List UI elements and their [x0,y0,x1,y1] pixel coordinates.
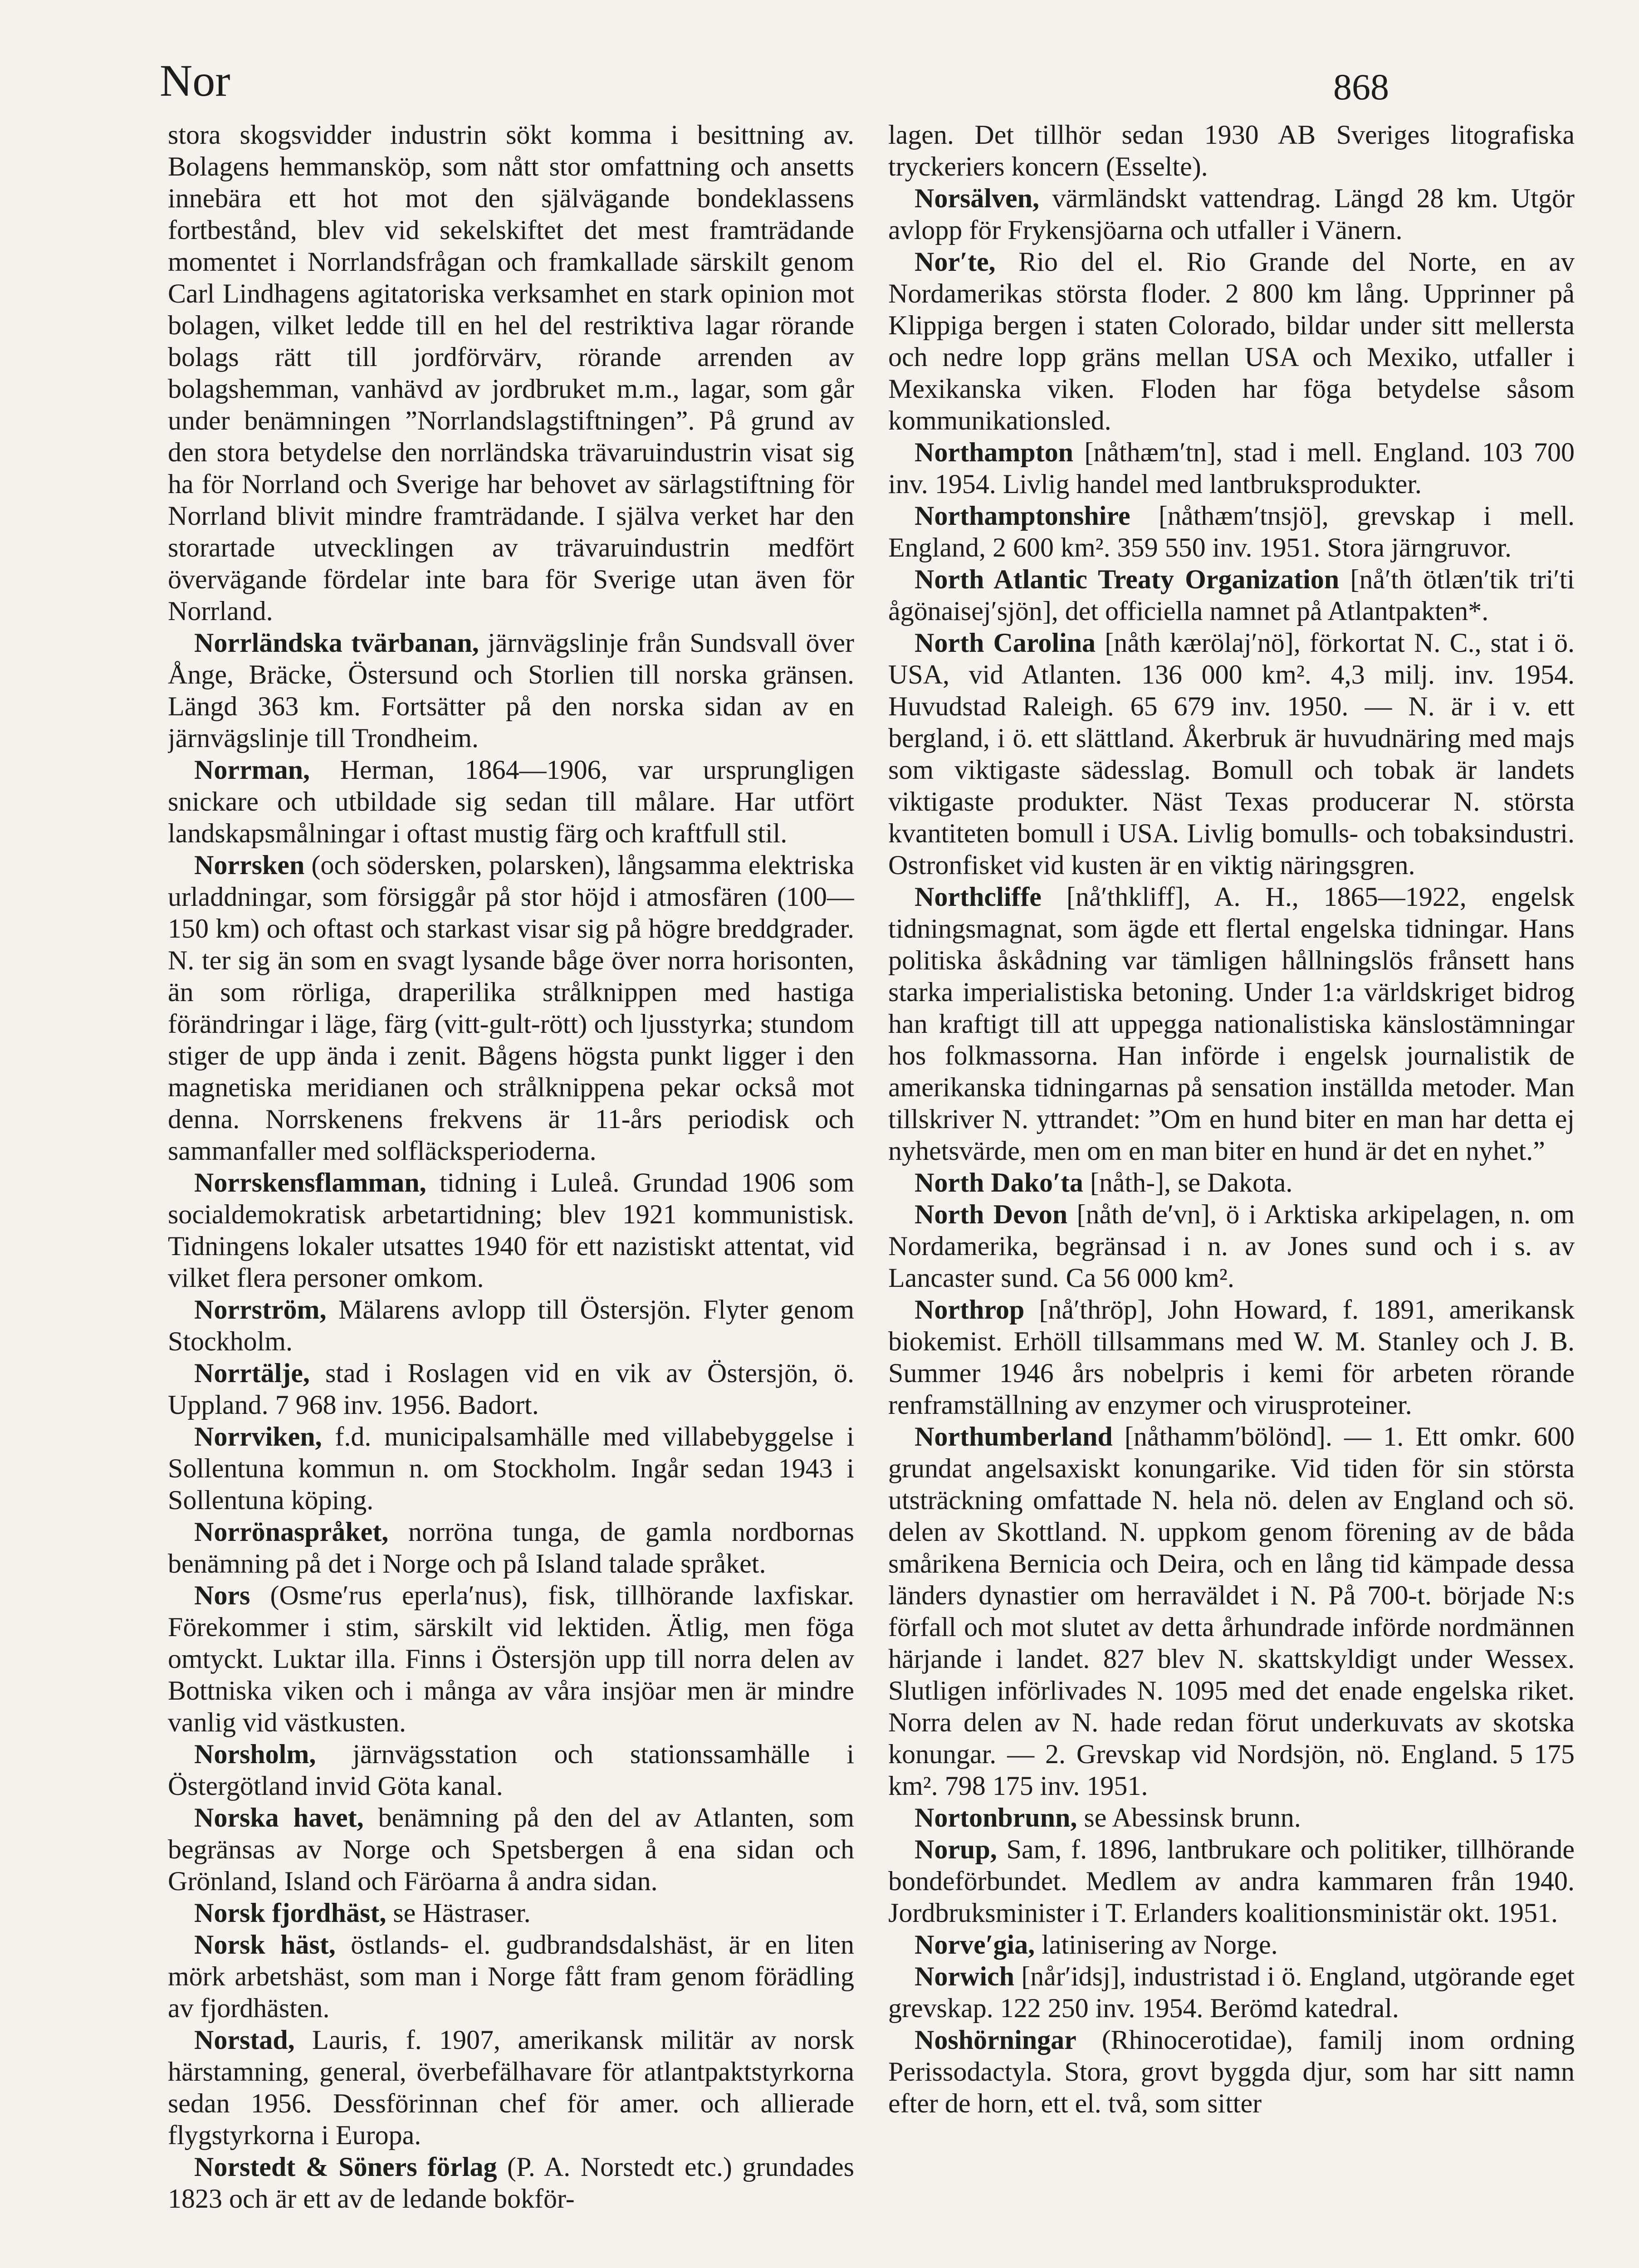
entry-headword: Norrskensflamman, [194,1168,426,1198]
entry-headword: North Carolina [915,628,1096,658]
dictionary-entry [888,1294,1575,1421]
dictionary-entry [168,1897,854,1929]
page-number: 868 [1333,66,1389,108]
entry-text: Rio del el. Rio Grande del Norte, en av Nordamerikas största floder. 2 800 km lång. Upprinner på Klippiga bergen i staten Colorado, bildar under sitt mellersta och nedre lopp gräns mellan USA och Mexiko, utfaller i Mexikanska viken. Floden har föga betydelse såsom kommunikationsled. [888,247,1575,435]
entry-headword: Norrländska tvärbanan, [194,628,479,658]
running-head-word: Nor [160,55,230,106]
entry-headword: Norrström, [194,1295,327,1325]
dictionary-entry [888,119,1575,182]
entry-text: [nåthæm′tn], stad i mell. England. 103 700 inv. 1954. Livlig handel med lantbruksprodukter. [888,437,1575,499]
entry-headword: Norrtälje, [194,1358,310,1388]
entry-text: [nå′thröp], John Howard, f. 1891, amerikansk biokemist. Erhöll tillsammans med W. M. Stanley och J. B. Summer 1946 års nobelpris i kemi för arbeten rörande renframställning av enzymer och virusproteiner. [888,1295,1575,1420]
entry-headword: Norrman, [194,755,310,785]
dictionary-entry [168,1294,854,1357]
dictionary-entry [888,436,1575,500]
entry-headword: Northrop [915,1295,1025,1325]
dictionary-entry [168,1357,854,1421]
entry-headword: Northumberland [915,1422,1113,1452]
left-column [168,119,854,2268]
entry-text: [når′idsj], industristad i ö. England, utgörande eget grevskap. 122 250 inv. 1954. Berömd katedral. [888,1961,1575,2023]
entry-headword: North Dako′ta [915,1168,1083,1198]
entry-text: [nåth-], se Dakota. [1083,1168,1293,1198]
entry-headword: Northampton [915,437,1074,467]
dictionary-entry [168,1929,854,2024]
entry-headword: Northcliffe [915,882,1042,912]
entry-headword: Norstedt & Söners förlag [194,2152,497,2182]
entry-headword: Nors [194,1580,250,1610]
dictionary-entry [888,1167,1575,1198]
dictionary-entry [168,849,854,1167]
dictionary-entry [168,1579,854,1738]
dictionary-entry [168,754,854,849]
entry-headword: Norstad, [194,2025,295,2055]
entry-headword: Nor′te, [915,247,996,277]
entry-text: (Rhinocerotidae), familj inom ordning Perissodactyla. Stora, grovt byggda djur, som har sitt namn efter de horn, ett el. två, som sitter [888,2025,1575,2118]
dictionary-entry [888,1929,1575,1960]
entry-text: Herman, 1864—1906, var ursprungligen snickare och utbildade sig sedan till målare. Har utfört landskapsmålningar i oftast mustig färg och kraftfull stil. [168,755,854,848]
entry-headword: Norrönaspråket, [194,1517,389,1547]
entry-headword: Norve′gia, [915,1930,1035,1960]
entry-text: värmländskt vattendrag. Längd 28 km. Utgör avlopp för Frykensjöarna och utfaller i Vänern. [888,183,1575,245]
entry-headword: Noshörningar [915,2025,1076,2055]
entry-text: se Abessinsk brunn. [1077,1803,1301,1833]
entry-text: lagen. Det tillhör sedan 1930 AB Sveriges litografiska tryckeriers koncern (Esselte). [888,120,1575,181]
entry-text: Mälarens avlopp till Östersjön. Flyter genom Stockholm. [168,1295,854,1356]
entry-headword: Norsälven, [915,183,1039,213]
entry-text: (och södersken, polarsken), långsamma elektriska urladdningar, som försiggår på stor höjd i atmosfären (100—150 km) och oftast och starkast visar sig på högre breddgrader. N. ter sig än som en svagt lysande båge över norra horisonten, än som rörliga, draperilika strålknippen med hastiga förändringar i läge, färg (vitt-gult-rött) och ljusstyrka; stundom stiger de upp ända i zenit. Bågens högsta punkt ligger i den magnetiska meridianen och strålknippena pekar också mot denna. Norrskenens frekvens är 11-års periodisk och sammanfaller med solfläcksperioderna. [168,850,854,1166]
entry-text: (Osme′rus eperla′nus), fisk, tillhörande laxfiskar. Förekommer i stim, särskilt vid lektiden. Ätlig, men föga omtyckt. Luktar illa. Finns i Östersjön upp till norra delen av Bottniska viken och i många av våra insjöar men är mindre vanlig vid västkusten. [168,1580,854,1737]
entry-text: tidning i Luleå. Grundad 1906 som socialdemokratisk arbetartidning; blev 1921 kommunistisk. Tidningens lokaler utsattes 1940 för ett nazistiskt attentat, vid vilket flera personer omkom. [168,1168,854,1293]
entry-text: [nåthamm′bölönd]. — 1. Ett omkr. 600 grundat angelsaxiskt konungarike. Vid tiden för sin största utsträckning omfattade N. hela nö. delen av England och sö. delen av Skottland. N. uppkom genom förening av de båda smårikena Bernicia och Deira, och en lång tid kämpade dessa länders dynastier om herraväldet i N. På 700-t. började N:s förfall och mot slutet av detta århundrade införde nordmännen härjande i landet. 827 blev N. skattskyldigt under Wessex. Slutligen införlivades N. 1095 med det enade engelska riket. Norra delen av N. hade redan förut underkuvats av skotska konungar. — 2. Grevskap vid Nordsjön, nö. England. 5 175 km². 798 175 inv. 1951. [888,1422,1575,1801]
entry-text: latinisering av Norge. [1035,1930,1278,1960]
dictionary-entry [168,1802,854,1897]
entry-text: [nåth de′vn], ö i Arktiska arkipelagen, n. om Nordamerika, begränsad i n. av Jones sund och i s. av Lancaster sund. Ca 56 000 km². [888,1199,1575,1293]
entry-headword: Norrsken [194,850,305,880]
entry-headword: Norska havet, [194,1803,364,1833]
dictionary-entry [168,1516,854,1579]
dictionary-entry [888,2024,1575,2119]
dictionary-entry [888,1960,1575,2024]
entry-text: benämning på den del av Atlanten, som begränsas av Norge och Spetsbergen å ena sidan och Grönland, Island och Färöarna å andra sidan. [168,1803,854,1896]
entry-text: järnvägslinje från Sundsvall över Ånge, Bräcke, Östersund och Storlien till norska gränsen. Längd 363 km. Fortsätter på den norska sidan av en järnvägslinje till Trondheim. [168,628,854,753]
entry-headword: Nortonbrunn, [915,1803,1077,1833]
dictionary-entry [888,627,1575,881]
entry-headword: Norsk fjordhäst, [194,1898,387,1928]
dictionary-entry [888,1421,1575,1802]
dictionary-entry [888,500,1575,563]
entry-headword: North Devon [915,1199,1068,1229]
dictionary-entry [888,182,1575,246]
entry-text: stora skogsvidder industrin sökt komma i besittning av. Bolagens hemmansköp, som nått stor omfattning och ansetts innebära ett hot mot den självägande bondeklassens fortbestånd, blev vid sekelskiftet det mest framträdande momentet i Norrlandsfrågan och framkallade särskilt genom Carl Lindhagens agitatoriska verksamhet en stark opinion mot bolagen, vilket ledde till en hel del restriktiva lagar rörande bolags rätt till jordförvärv, rörande arrenden av bolagshemman, vanhävd av jordbruket m.m., lagar, som går under benämningen ”Norrlandslagstiftningen”. På grund av den stora betydelse den norrländska trävaruindustrin visat sig ha för Norrland och Sverige har behovet av särlagstiftning för Norrland blivit mindre framträdande. I själva verket har den storartade utvecklingen av trävaruindustrin medfört övervägande fördelar inte bara för Sverige utan även för Norrland. [168,120,854,626]
dictionary-entry [168,1167,854,1294]
dictionary-entry [888,881,1575,1167]
entry-text: [nåth kærölaj′nö], förkortat N. C., stat i ö. USA, vid Atlanten. 136 000 km². 4,3 milj. inv. 1954. Huvudstad Raleigh. 65 679 inv. 1950. — N. är i v. ett bergland, i ö. ett slättland. Åkerbruk är huvudnäring med majs som viktigaste sädesslag. Bomull och tobak är landets viktigaste produkter. Näst Texas producerar N. största kvantiteten bomull i USA. Livlig bomulls- och tobaksindustri. Ostronfisket vid kusten är en viktig näringsgren. [888,628,1575,880]
dictionary-entry [888,1833,1575,1929]
dictionary-entry [168,119,854,627]
entry-text: (P. A. Norstedt etc.) grundades 1823 och är ett av de ledande bokför- [168,2152,854,2214]
running-head [160,49,1389,122]
right-column [888,119,1575,2268]
dictionary-entry [888,246,1575,436]
entry-text: Lauris, f. 1907, amerikansk militär av norsk härstamning, general, överbefälhavare för atlantpaktstyrkorna sedan 1956. Dessförinnan chef för amer. och allierade flygstyrkorna i Europa. [168,2025,854,2150]
entry-text: [nå′th ötlæn′tik tri′ti ågönaisej′sjön], det officiella namnet på Atlantpakten*. [888,564,1575,626]
entry-headword: Norsholm, [194,1739,316,1769]
entry-headword: Norsk häst, [194,1930,336,1960]
entry-headword: North Atlantic Treaty Organization [915,564,1340,594]
dictionary-entry [888,563,1575,627]
entry-text: f.d. municipalsamhälle med villabebyggelse i Sollentuna kommun n. om Stockholm. Ingår sedan 1943 i Sollentuna köping. [168,1422,854,1515]
entry-text: järnvägsstation och stationssamhälle i Östergötland invid Göta kanal. [168,1739,854,1801]
entry-headword: Norwich [915,1961,1014,1991]
entry-headword: Norup, [915,1834,997,1864]
entry-text: östlands- el. gudbrandsdalshäst, är en liten mörk arbetshäst, som man i Norge fått fram genom förädling av fjordhästen. [168,1930,854,2023]
dictionary-entry [168,2024,854,2151]
entry-headword: Norrviken, [194,1422,322,1452]
entry-text: stad i Roslagen vid en vik av Östersjön, ö. Uppland. 7 968 inv. 1956. Badort. [168,1358,854,1420]
dictionary-entry [168,1421,854,1516]
dictionary-entry [168,2151,854,2214]
dictionary-entry [888,1802,1575,1833]
entry-text: norröna tunga, de gamla nordbornas benämning på det i Norge och på Island talade språket. [168,1517,854,1579]
dictionary-entry [168,1738,854,1802]
entry-text: [nå′thkliff], A. H., 1865—1922, engelsk tidningsmagnat, som ägde ett flertal engelska tidningar. Hans politiska åskådning var tämligen hållningslös frånsett hans starka imperialistiska betoning. Under 1:a världskriget bidrog han kraftigt till att uppegga nationalistiska känslostämningar hos folkmassorna. Han införde i engelsk journalistik de amerikanska tidningarnas på sensation inställda metoder. Man tillskriver N. yttrandet: ”Om en hund biter en man har detta ej nyhetsvärde, men om en man biter en hund är det en nyhet.” [888,882,1575,1166]
entry-text: [nåthæm′tnsjö], grevskap i mell. England, 2 600 km². 359 550 inv. 1951. Stora järngruvor. [888,501,1575,562]
entry-text: Sam, f. 1896, lantbrukare och politiker, tillhörande bondeförbundet. Medlem av andra kammaren från 1940. Jordbruksminister i T. Erlanders koalitionsministär okt. 1951. [888,1834,1575,1928]
dictionary-entry [168,627,854,754]
dictionary-entry [888,1198,1575,1294]
entry-text: se Hästraser. [386,1898,531,1928]
entry-headword: Northamptonshire [915,501,1130,531]
